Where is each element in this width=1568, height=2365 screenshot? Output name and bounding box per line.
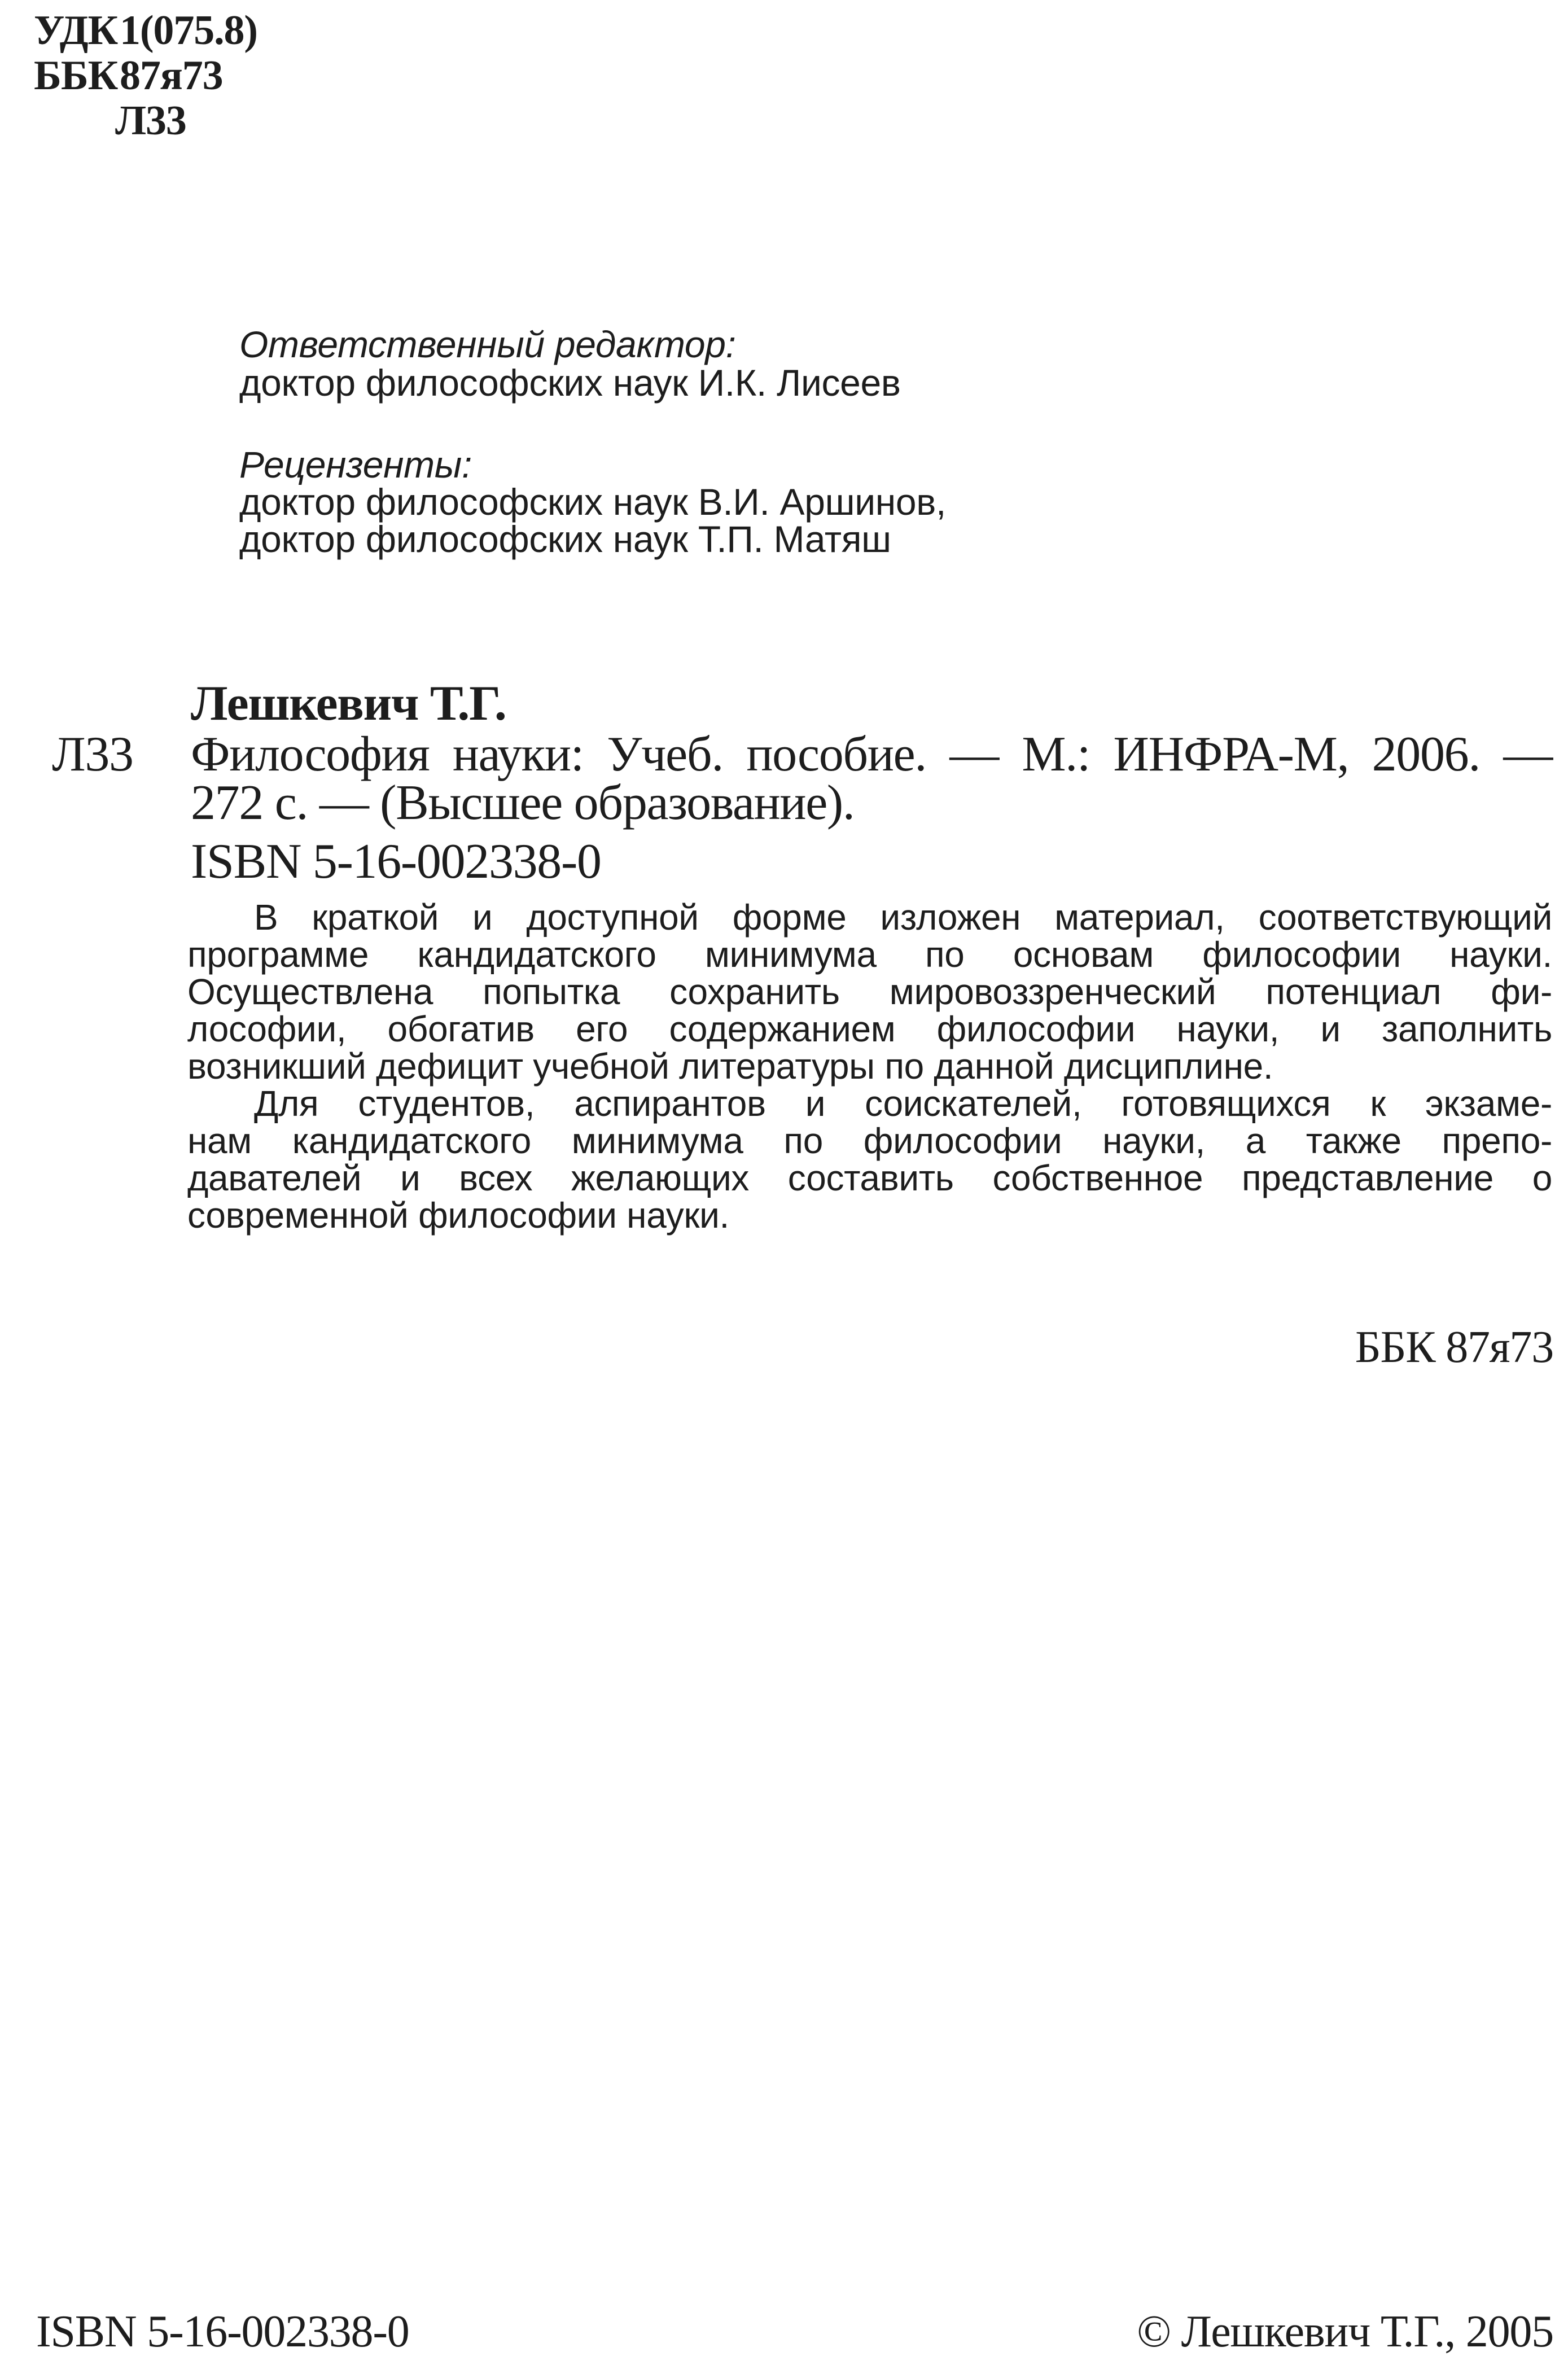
bibliography-description-line2: 272 с. — (Высшее образование). [191, 776, 855, 830]
bibliography-description-line1: Философия науки: Учеб. пособие. — М.: ИНФРА-М, 2006. — [191, 727, 1552, 782]
annotation-line: давателей и всех желающих составить собственное представление о [187, 1158, 1552, 1198]
annotation-line: возникший дефицит учебной литературы по данной дисциплине. [187, 1046, 1273, 1087]
annotation-block [187, 899, 1552, 1234]
footer-copyright: © Лешкевич Т.Г., 2005 [1137, 2307, 1553, 2357]
bibliography-catalog-code: Л33 [52, 727, 133, 782]
reviewers-block [239, 446, 946, 558]
editor-block [239, 325, 901, 402]
annotation-line: нам кандидатского минимума по философии науки, а также препо- [187, 1120, 1552, 1161]
bbk-label: ББК [34, 52, 118, 99]
catalog-code: Л33 [115, 98, 186, 144]
annotation-paragraph-1 [187, 899, 1552, 1085]
bbk-footer: ББК 87я73 [1355, 1322, 1553, 1372]
annotation-line: В краткой и доступной форме изложен материал, соответствующий [254, 897, 1552, 938]
reviewer-name: доктор философских наук В.И. Аршинов, [239, 481, 947, 523]
udk-label: УДК [34, 7, 118, 54]
annotation-paragraph-2 [187, 1085, 1552, 1234]
annotation-line: программе кандидатского минимума по основам философии науки. [187, 934, 1552, 975]
annotation-line: Осуществлена попытка сохранить мировоззренческий потенциал фи- [187, 971, 1552, 1012]
bibliography-author: Лешкевич Т.Г. [191, 676, 506, 731]
editor-name: доктор философских наук И.К. Лисеев [239, 362, 901, 404]
footer-isbn: ISBN 5-16-002338-0 [36, 2307, 409, 2357]
bibliography-isbn: ISBN 5-16-002338-0 [191, 834, 601, 889]
udk-value: 1(075.8) [120, 7, 257, 54]
editor-heading: Ответственный редактор: [239, 323, 736, 365]
annotation-line: Для студентов, аспирантов и соискателей, готовящихся к экзаме- [254, 1083, 1552, 1124]
classification-block [34, 8, 257, 143]
annotation-line: лософии, обогатив его содержанием философии науки, и заполнить [187, 1009, 1552, 1049]
catalog-code-row [115, 98, 257, 143]
udk-row [34, 8, 257, 53]
bbk-row [34, 53, 257, 98]
reviewer-name: доктор философских наук Т.П. Матяш [239, 518, 891, 560]
bbk-value: 87я73 [120, 52, 223, 99]
reviewers-heading: Рецензенты: [239, 444, 472, 485]
annotation-line: современной философии науки. [187, 1195, 730, 1236]
